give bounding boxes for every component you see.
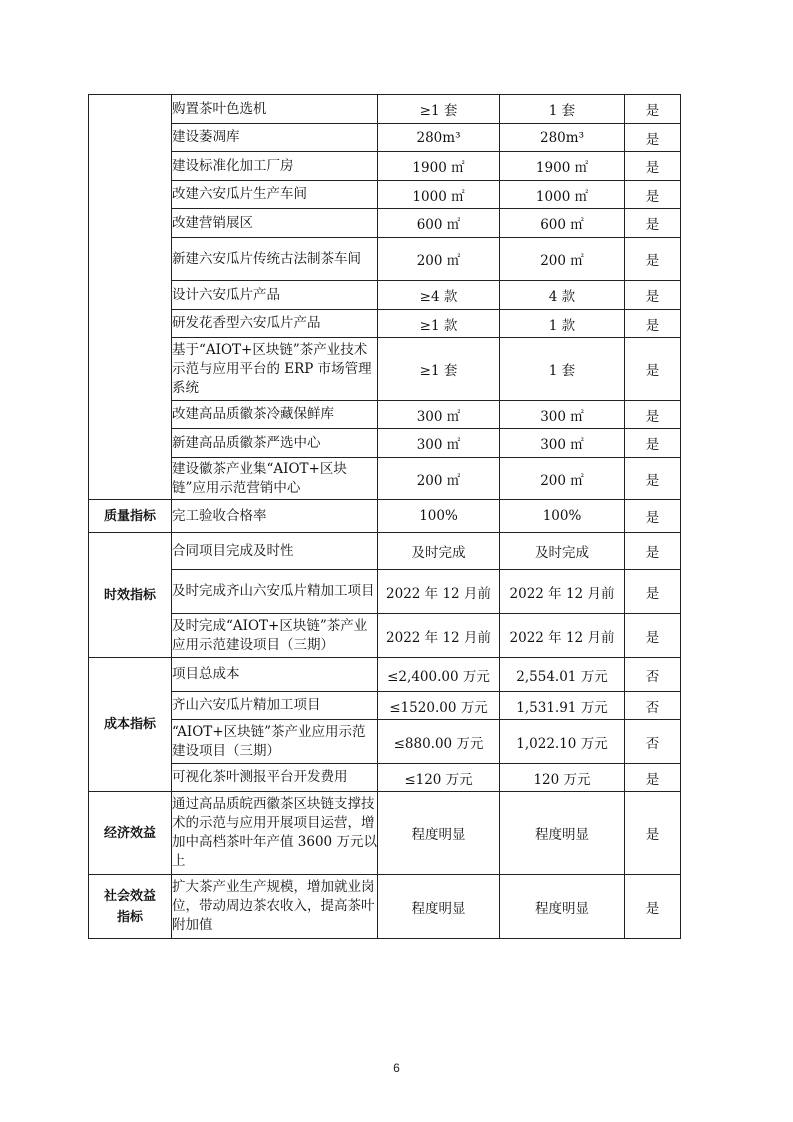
item-cell: 建设标准化加工厂房 (172, 152, 378, 181)
met-cell: 否 (625, 658, 681, 692)
target-cell: 600 ㎡ (378, 209, 500, 238)
actual-cell: 300 ㎡ (500, 401, 625, 429)
item-cell: 齐山六安瓜片精加工项目 (172, 692, 378, 720)
category-cell: 时效指标 (89, 533, 172, 658)
item-cell: 新建高品质徽茶严选中心 (172, 429, 378, 458)
target-cell: 1900 ㎡ (378, 152, 500, 181)
met-cell: 是 (625, 238, 681, 281)
target-cell: 1000 ㎡ (378, 181, 500, 209)
indicator-table (88, 94, 681, 939)
actual-cell: 1 套 (500, 95, 625, 124)
met-cell: 是 (625, 500, 681, 533)
category-cell (89, 95, 172, 500)
category-cell: 质量指标 (89, 500, 172, 533)
table-row (89, 281, 681, 310)
met-cell: 否 (625, 720, 681, 764)
target-cell: ≥1 套 (378, 338, 500, 401)
met-cell: 是 (625, 338, 681, 401)
actual-cell: 1000 ㎡ (500, 181, 625, 209)
table-row (89, 533, 681, 570)
target-cell: 程度明显 (378, 875, 500, 939)
met-cell: 是 (625, 533, 681, 570)
item-cell: 改建高品质徽茶冷藏保鲜库 (172, 401, 378, 429)
table-row (89, 181, 681, 209)
actual-cell: 200 ㎡ (500, 458, 625, 500)
target-cell: 300 ㎡ (378, 429, 500, 458)
item-cell: 及时完成“AIOT+区块链”茶产业应用示范建设项目（三期） (172, 614, 378, 658)
table-row (89, 875, 681, 939)
target-cell: 200 ㎡ (378, 238, 500, 281)
target-cell: 及时完成 (378, 533, 500, 570)
actual-cell: 100% (500, 500, 625, 533)
met-cell: 是 (625, 458, 681, 500)
actual-cell: 及时完成 (500, 533, 625, 570)
table-row (89, 238, 681, 281)
actual-cell: 1,531.91 万元 (500, 692, 625, 720)
item-cell: 购置茶叶色选机 (172, 95, 378, 124)
target-cell: 100% (378, 500, 500, 533)
item-cell: 基于“AIOT+区块链”茶产业技术示范与应用平台的 ERP 市场管理系统 (172, 338, 378, 401)
table-row (89, 338, 681, 401)
actual-cell: 1 款 (500, 310, 625, 338)
met-cell: 是 (625, 614, 681, 658)
table-row (89, 764, 681, 792)
item-cell: 项目总成本 (172, 658, 378, 692)
table-row (89, 458, 681, 500)
actual-cell: 2022 年 12 月前 (500, 614, 625, 658)
actual-cell: 300 ㎡ (500, 429, 625, 458)
item-cell: 新建六安瓜片传统古法制茶车间 (172, 238, 378, 281)
item-cell: 扩大茶产业生产规模，增加就业岗位，带动周边茶农收入，提高茶叶附加值 (172, 875, 378, 939)
target-cell: 200 ㎡ (378, 458, 500, 500)
target-cell: ≤880.00 万元 (378, 720, 500, 764)
target-cell: ≥4 款 (378, 281, 500, 310)
item-cell: 建设徽茶产业集“AIOT+区块链”应用示范营销中心 (172, 458, 378, 500)
category-cell: 成本指标 (89, 658, 172, 792)
target-cell: ≤1520.00 万元 (378, 692, 500, 720)
item-cell: 改建六安瓜片生产车间 (172, 181, 378, 209)
item-cell: 及时完成齐山六安瓜片精加工项目 (172, 570, 378, 614)
target-cell: ≥1 套 (378, 95, 500, 124)
actual-cell: 2,554.01 万元 (500, 658, 625, 692)
table-row (89, 658, 681, 692)
met-cell: 是 (625, 124, 681, 152)
target-cell: ≥1 款 (378, 310, 500, 338)
actual-cell: 1900 ㎡ (500, 152, 625, 181)
met-cell: 是 (625, 95, 681, 124)
item-cell: 研发花香型六安瓜片产品 (172, 310, 378, 338)
category-cell: 经济效益 (89, 792, 172, 875)
met-cell: 是 (625, 401, 681, 429)
met-cell: 否 (625, 692, 681, 720)
met-cell: 是 (625, 310, 681, 338)
actual-cell: 200 ㎡ (500, 238, 625, 281)
item-cell: 改建营销展区 (172, 209, 378, 238)
actual-cell: 280m³ (500, 124, 625, 152)
met-cell: 是 (625, 152, 681, 181)
met-cell: 是 (625, 429, 681, 458)
item-cell: “AIOT+区块链”茶产业应用示范建设项目（三期） (172, 720, 378, 764)
target-cell: 280m³ (378, 124, 500, 152)
table-row (89, 500, 681, 533)
actual-cell: 1 套 (500, 338, 625, 401)
met-cell: 是 (625, 281, 681, 310)
met-cell: 是 (625, 570, 681, 614)
page-number: 6 (393, 1061, 400, 1075)
category-cell: 社会效益指标 (89, 875, 172, 939)
met-cell: 是 (625, 875, 681, 939)
item-cell: 通过高品质皖西徽茶区块链支撑技术的示范与应用开展项目运营，增加中高档茶叶年产值 3600 万元以上 (172, 792, 378, 875)
table-row (89, 152, 681, 181)
table-row (89, 692, 681, 720)
item-cell: 设计六安瓜片产品 (172, 281, 378, 310)
table-row (89, 95, 681, 124)
target-cell: ≤120 万元 (378, 764, 500, 792)
table-row (89, 429, 681, 458)
actual-cell: 1,022.10 万元 (500, 720, 625, 764)
met-cell: 是 (625, 764, 681, 792)
met-cell: 是 (625, 209, 681, 238)
item-cell: 合同项目完成及时性 (172, 533, 378, 570)
item-cell: 可视化茶叶测报平台开发费用 (172, 764, 378, 792)
table-row (89, 310, 681, 338)
met-cell: 是 (625, 792, 681, 875)
met-cell: 是 (625, 181, 681, 209)
actual-cell: 程度明显 (500, 792, 625, 875)
table-row (89, 209, 681, 238)
item-cell: 建设萎凋库 (172, 124, 378, 152)
target-cell: 300 ㎡ (378, 401, 500, 429)
actual-cell: 程度明显 (500, 875, 625, 939)
target-cell: 程度明显 (378, 792, 500, 875)
actual-cell: 600 ㎡ (500, 209, 625, 238)
target-cell: ≤2,400.00 万元 (378, 658, 500, 692)
table-row (89, 124, 681, 152)
table-row (89, 792, 681, 875)
actual-cell: 2022 年 12 月前 (500, 570, 625, 614)
table-row (89, 570, 681, 614)
target-cell: 2022 年 12 月前 (378, 570, 500, 614)
table-row (89, 401, 681, 429)
actual-cell: 120 万元 (500, 764, 625, 792)
target-cell: 2022 年 12 月前 (378, 614, 500, 658)
item-cell: 完工验收合格率 (172, 500, 378, 533)
table-row (89, 720, 681, 764)
table-row (89, 614, 681, 658)
actual-cell: 4 款 (500, 281, 625, 310)
